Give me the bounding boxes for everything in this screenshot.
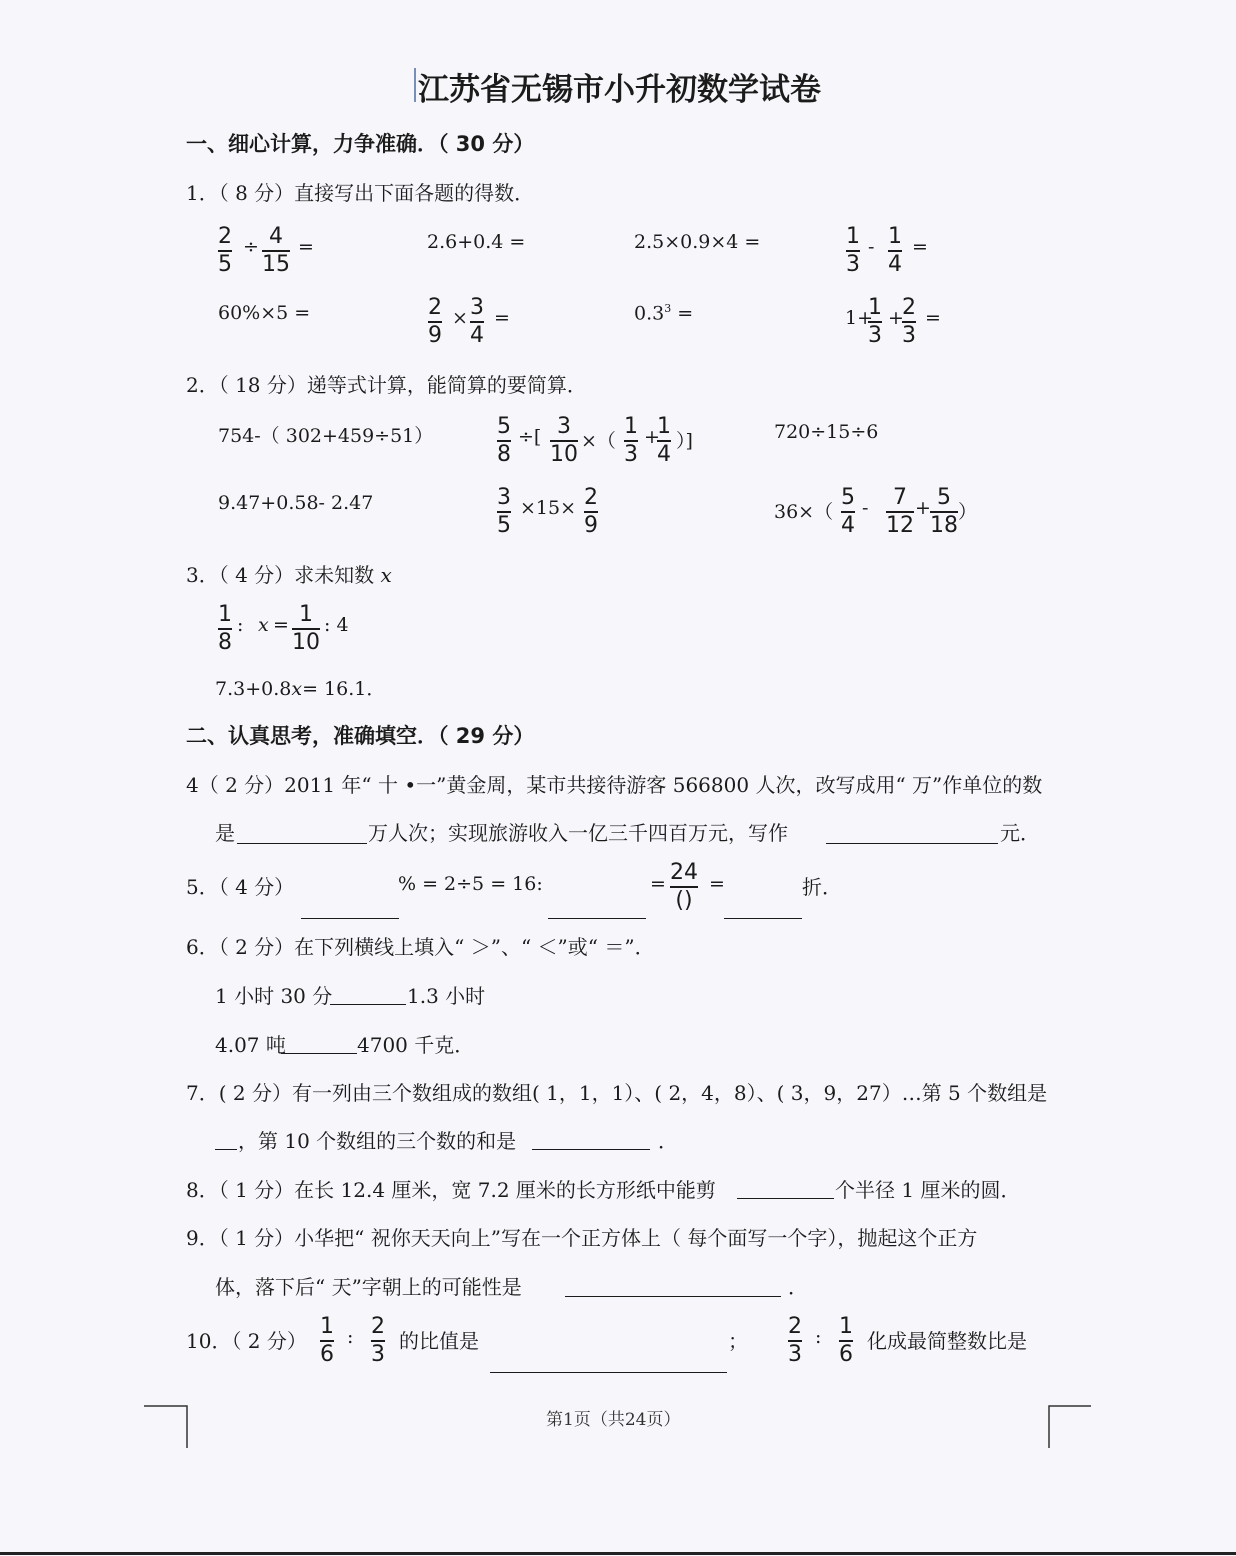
fraction: 3 10 (550, 414, 578, 467)
operator: 1+ (845, 307, 874, 329)
operator: + (644, 426, 660, 448)
question-6-heading: 6．（ 2 分）在下列横线上填入“ ＞”、“ ＜”或“ ＝”． (186, 935, 655, 959)
question-5-text: 折． (802, 875, 842, 899)
fraction: 2 9 (584, 485, 598, 538)
crop-mark-right (1046, 1404, 1092, 1450)
answer-blank[interactable] (532, 1149, 650, 1150)
question-4-text: 元． (1000, 821, 1040, 845)
fraction: 1 8 (218, 602, 232, 655)
equals: = (494, 307, 510, 329)
fraction: 2 3 (371, 1314, 385, 1367)
fraction: 1 6 (839, 1314, 853, 1367)
answer-blank[interactable] (548, 918, 646, 919)
expression-power: $0.3^3$ = (634, 302, 694, 325)
expression: 720÷15÷6 (774, 421, 879, 443)
answer-blank[interactable] (565, 1296, 781, 1297)
section-1-heading: 一、细心计算，力争准确．（ 30 分） (186, 132, 535, 156)
equals: = (925, 307, 941, 329)
operator: - (862, 497, 869, 519)
fraction: 4 15 (262, 224, 290, 277)
operator: - (868, 236, 875, 258)
expression: 60%×5 = (218, 302, 311, 324)
operator: ÷[ (518, 426, 542, 448)
answer-blank[interactable] (330, 1004, 406, 1005)
expression: 2.5×0.9×4 = (634, 231, 761, 253)
operator: ）] (676, 430, 693, 452)
fraction: 2 5 (218, 224, 232, 277)
equals: = (273, 614, 289, 636)
page-bottom-border (0, 1552, 1236, 1555)
question-4-line-1: 4（ 2 分）2011 年“ 十 •一”黄金周，某市共接待游客 566800 人次，改写成用“ 万”作单位的数 (186, 773, 1043, 797)
question-6-text: 4.07 吨 (215, 1033, 286, 1057)
operator: ） (958, 501, 978, 523)
expression: 9.47+0.58- 2.47 (218, 492, 374, 514)
question-8-text: 个半径 1 厘米的圆． (835, 1178, 1021, 1202)
equals: = (912, 236, 928, 258)
fraction: 5 4 (841, 485, 855, 538)
operator: 36×（ (774, 501, 834, 523)
fraction: 1 4 (657, 414, 671, 467)
operator: ÷ (243, 236, 259, 258)
fraction: 2 9 (428, 295, 442, 348)
variable-x: x (258, 614, 269, 636)
text-cursor (414, 68, 416, 102)
operator: : (815, 1326, 822, 1348)
fraction: 5 8 (497, 414, 511, 467)
crop-mark-left (144, 1404, 190, 1450)
operator: : (347, 1326, 354, 1348)
operator: + (888, 307, 904, 329)
question-5-heading: 5．（ 4 分） (186, 875, 295, 899)
question-9-text: 体，落下后“ 天”字朝上的可能性是 (215, 1275, 522, 1299)
operator: ×15× (520, 497, 577, 519)
fraction: 1 4 (888, 224, 902, 277)
fraction: 2 3 (902, 295, 916, 348)
question-4-text: 是 (215, 821, 235, 845)
fraction: 3 4 (470, 295, 484, 348)
operator: + (915, 497, 931, 519)
operator: : 4 (324, 614, 349, 636)
fraction: 24 () (670, 860, 698, 913)
expression: 2.6+0.4 = (427, 231, 526, 253)
operator: ×（ (581, 430, 616, 452)
fraction: 1 6 (320, 1314, 334, 1367)
question-10-text: 的比值是 (399, 1329, 479, 1353)
operator: : (237, 614, 244, 636)
question-9-text: ． (788, 1275, 808, 1299)
question-2-heading: 2．（ 18 分）递等式计算，能简算的要简算． (186, 373, 587, 397)
answer-blank[interactable] (490, 1372, 727, 1373)
fraction: 1 3 (868, 295, 882, 348)
question-10-heading: 10．（ 2 分） (186, 1329, 307, 1353)
question-4-text: 万人次；实现旅游收入一亿三千四百万元，写作 (368, 821, 788, 845)
expression: % = 2÷5 = 16: (398, 873, 543, 895)
equation: 7.3+0.8x= 16.1． (215, 678, 386, 700)
question-3-heading: 3．（ 4 分）求未知数 x (186, 563, 392, 587)
question-8-text: 8．（ 1 分）在长 12.4 厘米，宽 7.2 厘米的长方形纸中能剪 (186, 1178, 716, 1202)
question-9-line-1: 9．（ 1 分）小华把“ 祝你天天向上”写在一个正方体上（ 每个面写一个字），抛起这个正方 (186, 1226, 978, 1250)
fraction: 1 3 (624, 414, 638, 467)
fraction: 1 3 (846, 224, 860, 277)
equals: = (298, 236, 314, 258)
question-7-text: ． (658, 1129, 678, 1153)
section-2-heading: 二、认真思考，准确填空．（ 29 分） (186, 724, 535, 748)
question-6-text: 4700 千克． (357, 1033, 475, 1057)
answer-blank[interactable] (737, 1198, 834, 1199)
operator: × (452, 307, 468, 329)
fraction: 1 10 (292, 602, 320, 655)
fraction: 3 5 (497, 485, 511, 538)
answer-blank[interactable] (281, 1053, 357, 1054)
fraction: 2 3 (788, 1314, 802, 1367)
fraction: 5 18 (930, 485, 958, 538)
question-7-line-1: 7．( 2 分）有一列由三个数组成的数组( 1，1，1）、( 2，4，8）、( 3，9，27）…第 5 个数组是 (186, 1081, 1048, 1105)
question-6-text: 1 小时 30 分 (215, 984, 333, 1008)
equals: = (709, 873, 725, 895)
question-10-text: ； (728, 1329, 748, 1353)
answer-blank[interactable] (237, 843, 367, 844)
answer-blank[interactable] (826, 843, 998, 844)
answer-blank[interactable] (724, 918, 802, 919)
answer-blank[interactable] (215, 1149, 237, 1150)
page-footer: 第1页（共24页） (546, 1410, 681, 1430)
expression: 754-（ 302+459÷51） (218, 425, 434, 447)
question-7-text: ，第 10 个数组的三个数的和是 (238, 1129, 517, 1153)
question-10-text: 化成最简整数比是 (867, 1329, 1027, 1353)
fraction: 7 12 (886, 485, 914, 538)
answer-blank[interactable] (301, 918, 399, 919)
page-title: 江苏省无锡市小升初数学试卷 (418, 72, 821, 108)
question-6-text: 1.3 小时 (407, 984, 486, 1008)
equals: = (650, 873, 666, 895)
question-1-heading: 1．（ 8 分）直接写出下面各题的得数． (186, 181, 535, 205)
